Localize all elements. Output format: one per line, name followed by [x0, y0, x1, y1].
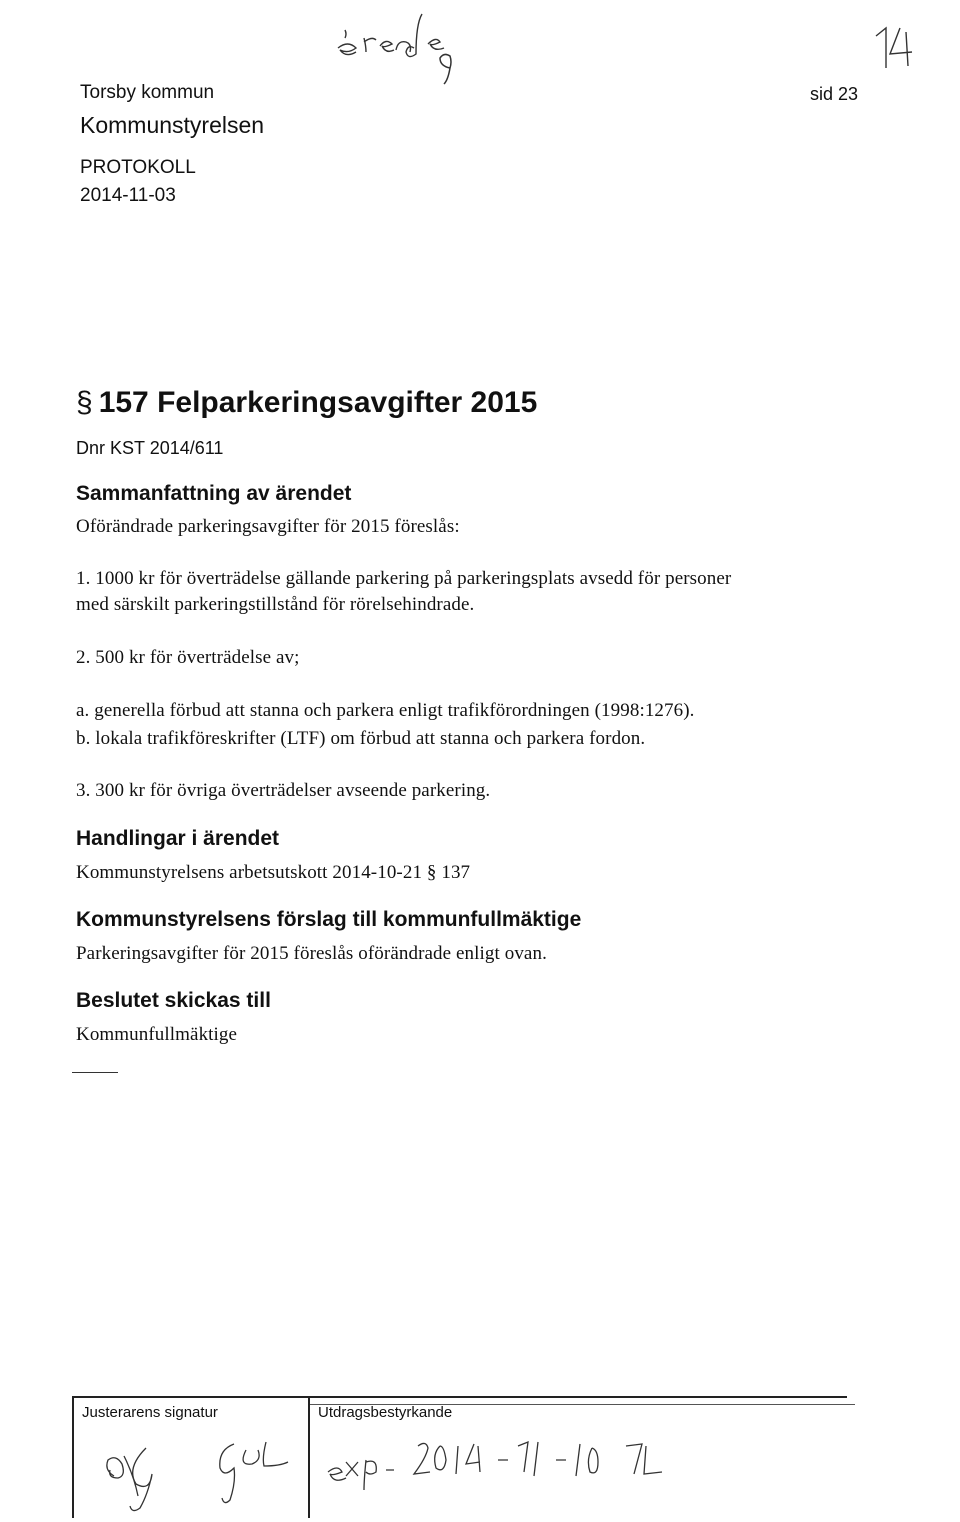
list-item-3: 3. 300 kr för övriga överträdelser avseende parkering. [76, 780, 491, 801]
list-item-2b: b. lokala trafikföreskrifter (LTF) om förbud att stanna och parkera fordon. [76, 728, 646, 749]
signature-box [72, 1396, 855, 1518]
box-left-border [72, 1396, 74, 1518]
document-date: 2014-11-03 [80, 185, 176, 206]
summary-heading: Sammanfattning av ärendet [76, 482, 352, 505]
section-title-text: 157 Felparkeringsavgifter 2015 [98, 386, 538, 419]
list-item-1-line-2: med särskilt parkeringstillstånd för rörelsehindrade. [76, 594, 475, 615]
paragraph-sign: § [76, 386, 93, 419]
proposal-heading: Kommunstyrelsens förslag till kommunfullmäktige [76, 908, 582, 931]
box-top-border [72, 1396, 847, 1398]
summary-intro: Oförändrade parkeringsavgifter för 2015 föreslås: [76, 516, 460, 537]
document-type: PROTOKOLL [80, 157, 196, 178]
documents-heading: Handlingar i ärendet [76, 827, 280, 850]
organization-name: Torsby kommun [80, 82, 215, 103]
board-name: Kommunstyrelsen [80, 112, 265, 138]
end-rule [72, 1072, 118, 1073]
list-item-1-line-1: 1. 1000 kr för överträdelse gällande parkering på parkeringsplats avsedd för personer [76, 568, 732, 589]
adjuster-signature-2 [204, 1430, 304, 1515]
extract-handwriting [322, 1432, 752, 1507]
registration-number: Dnr KST 2014/611 [76, 438, 224, 458]
proposal-text: Parkeringsavgifter för 2015 föreslås oförändrade enligt ovan. [76, 943, 547, 964]
sent-to-text: Kommunfullmäktige [76, 1024, 238, 1045]
adjuster-signature-1 [94, 1436, 184, 1521]
extract-label: Utdragsbestyrkande [318, 1404, 453, 1421]
handwritten-page-number [870, 18, 930, 83]
handwritten-arende-note [330, 8, 510, 93]
list-item-2: 2. 500 kr för överträdelse av; [76, 647, 300, 668]
list-item-2a: a. generella förbud att stanna och parkera enligt trafikförordningen (1998:1276). [76, 700, 695, 721]
sent-to-heading: Beslutet skickas till [76, 989, 271, 1012]
signature-label: Justerarens signatur [82, 1404, 218, 1421]
documents-text: Kommunstyrelsens arbetsutskott 2014-10-21 § 137 [76, 862, 471, 883]
box-divider [308, 1396, 310, 1518]
page-number: sid 23 [810, 84, 859, 104]
section-title [76, 386, 537, 420]
